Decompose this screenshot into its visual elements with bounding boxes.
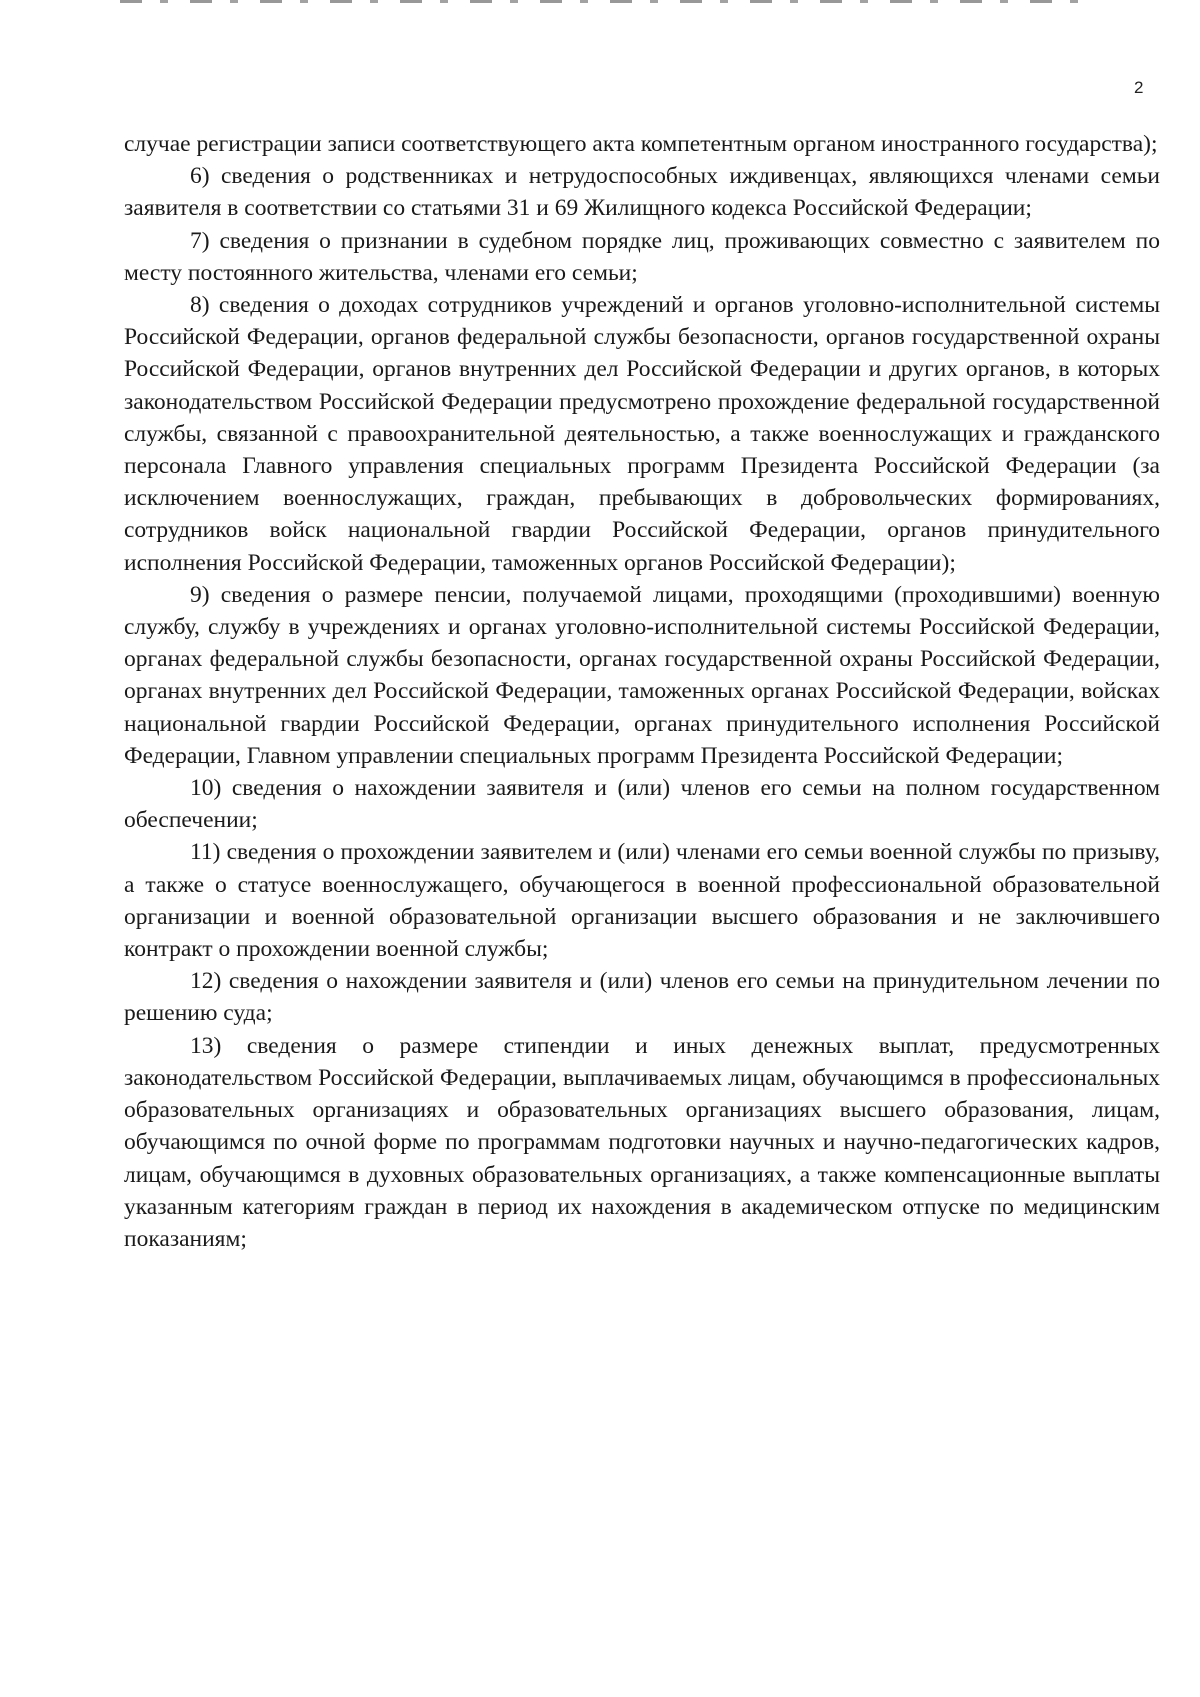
scan-edge-artifact (120, 0, 1080, 3)
paragraph-continuation: случае регистрации записи соответствующего акта компетентным органом иностранного государства); (124, 131, 1158, 157)
paragraph-item-9: 9) сведения о размере пенсии, получаемой лицами, проходящими (проходившими) военную службу, службу в учреждениях и органах уголовно-исполнительной системы Российской Федерации, органах федеральной службы безопасности, органах государственной охраны Российской Федерации, органах внутренних дел Российской Федерации, таможенных органах Российской Федерации, войсках национальной гвардии Российской Федерации, органах принудительного исполнения Российской Федерации, Главном управлении специальных программ Президента Российской Федерации; (124, 581, 1160, 769)
paragraph-item-11: 11) сведения о прохождении заявителем и (или) членами его семьи военной службы по призыву, а также о статусе военнослужащего, обучающегося в военной профессиональной образовательной организации и военной образовательной организации высшего образования и не заключившего контракт о прохождении военной службы; (124, 839, 1160, 963)
paragraph-item-8: 8) сведения о доходах сотрудников учреждений и органов уголовно-исполнительной системы Российской Федерации, органов федеральной службы безопасности, органов государственной охраны Российской Федерации, органов внутренних дел Российской Федерации и других органов, в которых законодательством Российской Федерации предусмотрено прохождение федеральной государственной службы, связанной с правоохранительной деятельностью, а также военнослужащих и гражданского персонала Главного управления специальных программ Президента Российской Федерации (за исключением военнослужащих, граждан, пребывающих в добровольческих формированиях, сотрудников войск национальной гвардии Российской Федерации, органов принудительного исполнения Российской Федерации, таможенных органов Российской Федерации); (124, 292, 1160, 576)
paragraph-item-7: 7) сведения о признании в судебном порядке лиц, проживающих совместно с заявителем по месту постоянного жительства, членами его семьи; (124, 227, 1160, 286)
paragraph-item-10: 10) сведения о нахождении заявителя и (или) членов его семьи на полном государственном обеспечении; (124, 775, 1160, 834)
paragraph-item-6: 6) сведения о родственниках и нетрудоспособных иждивенцах, являющихся членами семьи заявителя в соответствии со статьями 31 и 69 Жилищного кодекса Российской Федерации; (124, 163, 1160, 222)
paragraph-item-13: 13) сведения о размере стипендии и иных денежных выплат, предусмотренных законодательством Российской Федерации, выплачиваемых лицам, обучающимся в профессиональных образовательных организациях и образовательных организациях высшего образования, лицам, обучающимся по очной форме по программам подготовки научных и научно-педагогических кадров, лицам, обучающимся в духовных образовательных организациях, а также компенсационные выплаты указанным категориям граждан в период их нахождения в академическом отпуске по медицинским показаниям; (124, 1032, 1160, 1252)
paragraph-item-12: 12) сведения о нахождении заявителя и (или) членов его семьи на принудительном лечении по решению суда; (124, 968, 1160, 1027)
page-number: 2 (1134, 78, 1144, 97)
document-body (124, 128, 1160, 1255)
